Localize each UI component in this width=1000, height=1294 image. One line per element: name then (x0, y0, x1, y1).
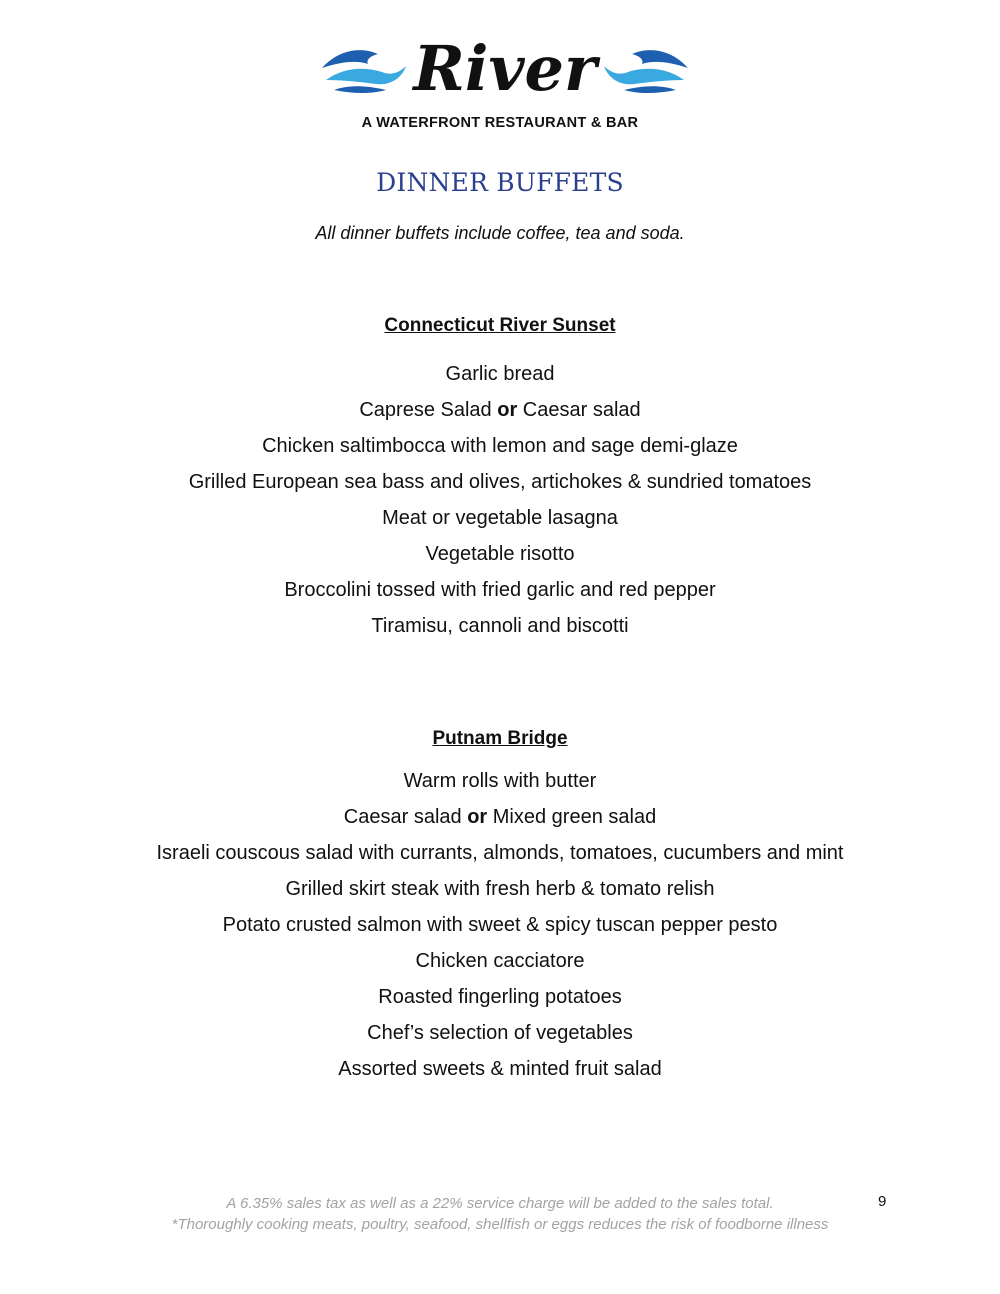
menu-item-choice (0, 392, 1000, 428)
logo-tagline: A WATERFRONT RESTAURANT & BAR (361, 115, 639, 131)
page-subtitle: All dinner buffets include coffee, tea and soda. (315, 223, 685, 243)
menu-item: Chicken cacciatore (415, 950, 585, 972)
menu-item-choice (0, 799, 1000, 835)
menu-item: Chef’s selection of vegetables (367, 1022, 633, 1044)
menu-item: Broccolini tossed with fried garlic and red pepper (284, 579, 716, 601)
menu-item: Tiramisu, cannoli and biscotti (371, 615, 629, 637)
menu-item: Roasted fingerling potatoes (378, 986, 622, 1008)
section-heading: Putnam Bridge (432, 728, 568, 749)
menu-item: Chicken saltimbocca with lemon and sage demi-glaze (262, 435, 738, 457)
menu-item: Garlic bread (445, 363, 555, 385)
menu-item: Assorted sweets & minted fruit salad (338, 1058, 662, 1080)
footer-notes (0, 1193, 1000, 1235)
page-title: DINNER BUFFETS (376, 168, 624, 197)
right-wave-icon (604, 50, 688, 93)
buffet-connecticut-river-sunset (0, 313, 1000, 644)
menu-item: Grilled skirt steak with fresh herb & tomato relish (285, 878, 715, 900)
logo-wordmark: River (413, 32, 597, 105)
left-wave-icon (322, 50, 406, 93)
choice-b: Caesar salad (522, 399, 641, 421)
menu-list (0, 356, 1000, 644)
menu-item: Vegetable risotto (425, 543, 575, 565)
buffet-putnam-bridge (0, 726, 1000, 1087)
menu-list (0, 763, 1000, 1087)
menu-item: Grilled European sea bass and olives, artichokes & sundried tomatoes (188, 471, 812, 493)
choice-a: Caesar salad (343, 806, 462, 828)
choice-or: or (497, 399, 518, 421)
menu-item: Meat or vegetable lasagna (382, 507, 618, 529)
choice-b: Mixed green salad (492, 806, 657, 828)
choice-a: Caprese Salad (359, 399, 492, 421)
menu-item: Israeli couscous salad with currants, almonds, tomatoes, cucumbers and mint (156, 842, 844, 864)
food-safety-note: *Thoroughly cooking meats, poultry, seafood, shellfish or eggs reduces the risk of foodborne illness (171, 1216, 829, 1233)
menu-item: Potato crusted salmon with sweet & spicy tuscan pepper pesto (222, 914, 778, 936)
page-number: 9 (878, 1193, 887, 1210)
river-logo (320, 30, 690, 110)
choice-or: or (467, 806, 488, 828)
tax-note: A 6.35% sales tax as well as a 22% service charge will be added to the sales total. (226, 1195, 774, 1212)
menu-item: Warm rolls with butter (403, 770, 597, 792)
section-heading: Connecticut River Sunset (384, 315, 616, 336)
